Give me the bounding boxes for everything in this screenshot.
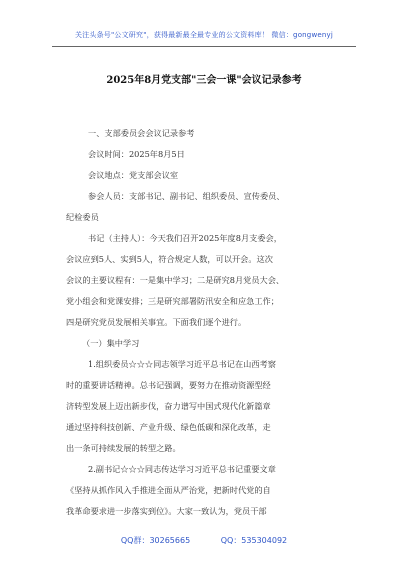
body-line: 1.组织委员☆☆☆同志领学习近平总书记在山西考察 — [88, 359, 276, 369]
body-line: 纪检委员 — [66, 212, 99, 222]
body-line: 会议的主要议程有：一是集中学习；二是研究8月党员大会、 — [66, 275, 285, 285]
footer-qq-group: QQ群：30265665 — [120, 536, 191, 545]
body-line: 党小组会和党课安排；三是研究部署防汛安全和应急工作； — [66, 296, 279, 306]
footer-qq: QQ：535304092 — [220, 536, 288, 545]
body-line: 时的重要讲话精神。总书记强调，要努力在推动资源型经 — [66, 380, 271, 390]
body-line: 四是研究党员发展相关事宜。下面我们逐个进行。 — [66, 317, 247, 327]
body-line: 一、支部委员会会议记录参考 — [88, 128, 195, 138]
body-line: 《坚持从抓作风入手推进全面从严治党，把新时代党的自 — [66, 485, 271, 495]
body-line: 书记（主持人）：今天我们召开2025年度8月支委会， — [88, 233, 282, 243]
body-line: 会议地点：党支部会议室 — [88, 170, 179, 180]
body-line: 通过坚持科技创新、产业升级、绿色低碳和深化改革，走 — [66, 422, 271, 432]
document-title: 2025年8月党支部"三会一课"会议记录参考 — [106, 75, 302, 86]
body-line: 会议时间：2025年8月5日 — [88, 149, 185, 159]
footer-contact — [0, 535, 408, 546]
header-divider — [52, 46, 356, 47]
body-line: 我革命要求进一步落实到位》。大家一致认为，党员干部 — [66, 506, 267, 516]
header-note: 关注头条号"公文研究"，获得最新最全最专业的公文资料库！ 微信：gongwenyj — [74, 31, 334, 39]
body-line: 会议应到5人、实到5人，符合规定人数，可以开会。这次 — [66, 254, 273, 264]
body-line: 参会人员：支部书记、副书记、组织委员、宣传委员、 — [88, 191, 285, 201]
body-line: 出一条可持续发展的转型之路。 — [66, 443, 181, 453]
section-heading: （一）集中学习 — [82, 338, 140, 348]
body-line: 济转型发展上迈出新步伐，奋力谱写中国式现代化新篇章 — [66, 401, 271, 411]
body-line: 2.副书记☆☆☆同志传达学习习近平总书记重要文章 — [88, 464, 276, 474]
